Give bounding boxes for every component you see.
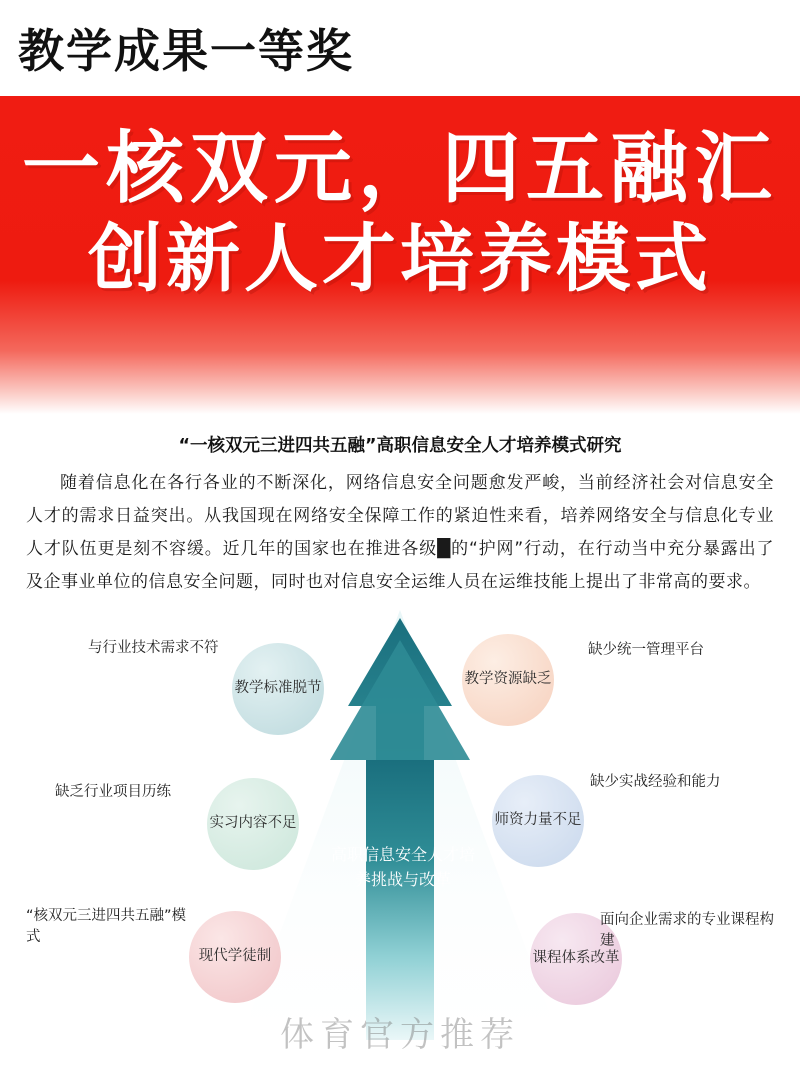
challenge-diagram (0, 610, 800, 1040)
article-body: 随着信息化在各行各业的不断深化，网络信息安全问题愈发严峻，当前经济社会对信息安全人才的需求日益突出。从我国现在网络安全保障工作的紧迫性来看，培养网络安全与信息化专业人才队伍更是刻不容缓。近几年的国家也在推进各级█的“护网”行动，在行动当中充分暴露出了及企事业单位的信息安全问题，同时也对信息安全运维人员在运维技能上提出了非常高的要求。 (26, 473, 774, 593)
caption-right-2: 缺少实战经验和能力 (590, 773, 721, 790)
bubble-teaching-resource (462, 634, 554, 726)
bubble-label: 课程体系改革 (532, 950, 620, 967)
bubble-label: 教学资源缺乏 (464, 671, 552, 688)
bubble-label: 现代学徒制 (198, 948, 272, 965)
hero-banner-text (0, 126, 800, 302)
award-title: 教学成果一等奖 (18, 24, 354, 78)
watermark: 体育官方推荐 (280, 1015, 520, 1055)
caption-left-3: “核双元三进四共五融”模式 (26, 907, 187, 946)
bubble-label: 教学标准脱节 (234, 680, 322, 697)
article-title: “一核双元三进四共五融”高职信息安全人才培养模式研究 (178, 436, 622, 456)
caption-right-3: 面向企业需求的专业课程构建 (600, 911, 774, 950)
caption-right-1: 缺少统一管理平台 (588, 641, 704, 658)
diagram-center-label: 高职信息安全人才培养挑战与改革 (330, 844, 475, 890)
hero-line-1: 一核双元，四五融汇 (21, 124, 778, 214)
bubble-label: 师资力量不足 (494, 812, 582, 829)
award-header (0, 0, 800, 96)
bubble-internship (207, 778, 299, 870)
bubble-teacher-force (492, 775, 584, 867)
bubble-teaching-standard (232, 643, 324, 735)
arrow-graphic (0, 610, 800, 1040)
article-section (0, 414, 800, 600)
caption-left-2: 缺乏行业项目历练 (55, 783, 171, 800)
hero-banner (0, 96, 800, 414)
caption-left-1: 与行业技术需求不符 (88, 639, 219, 656)
bubble-modern-apprentice (189, 911, 281, 1003)
hero-line-2: 创新人才培养模式 (88, 216, 712, 303)
bubble-label: 实习内容不足 (209, 815, 297, 832)
